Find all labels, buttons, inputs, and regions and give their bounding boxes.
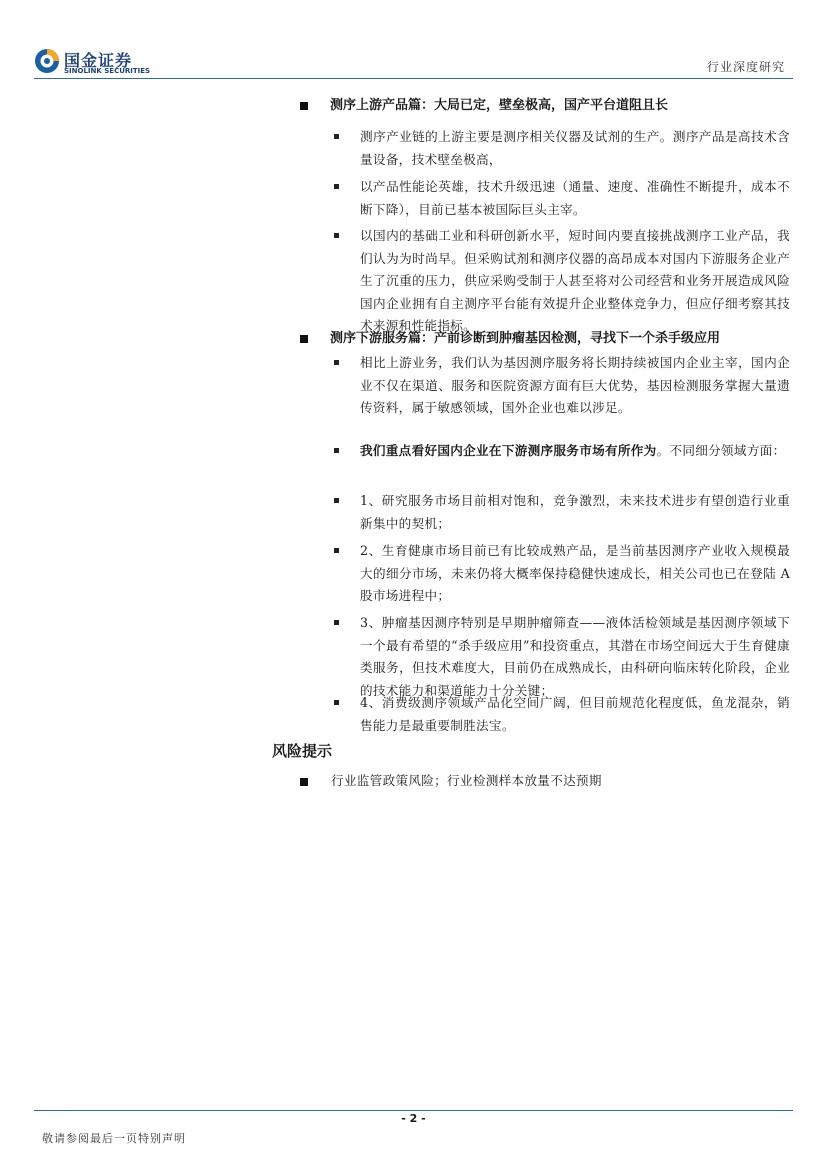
square-bullet-icon	[300, 335, 308, 343]
page-number: - 2 -	[401, 1112, 426, 1125]
report-type: 行业深度研究	[706, 60, 785, 74]
small-square-bullet-icon	[334, 620, 339, 625]
list-item-text: 2、生育健康市场目前已有比较成熟产品，是当前基因测序产业收入规模最大的细分市场，未来仍将大概率保持稳健快速成长，相关公司也已在登陆 A 股市场进程中；	[360, 543, 790, 603]
square-bullet-icon	[300, 778, 308, 786]
small-square-bullet-icon	[334, 134, 339, 139]
list-item-text: 以产品性能论英雄，技术升级迅速（通量、速度、准确性不断提升，成本不断下降），目前已基本被国际巨头主宰。	[360, 179, 790, 217]
list-item-text: 1、研究服务市场目前相对饱和，竞争激烈，未来技术进步有望创造行业重新集中的契机；	[360, 493, 790, 531]
list-item-text: 3、肿瘤基因测序特别是早期肿瘤筛查——液体活检领域是基因测序领域下一个最有希望的“杀手级应用”和投资重点，其潜在市场空间远大于生育健康类服务，但技术难度大，目前仍在成熟成长，由科研向临床转化阶段，企业的技术能力和渠道能力十分关键；	[360, 615, 790, 698]
list-item-text: 相比上游业务，我们认为基因测序服务将长期持续被国内企业主宰，国内企业不仅在渠道、服务和医院资源方面有巨大优势，基因检测服务掌握大量遗传资料，属于敏感领域，国外企业也难以涉足。	[360, 355, 790, 415]
small-square-bullet-icon	[334, 498, 339, 503]
logo-english-name: SINOLINK SECURITIES	[64, 67, 151, 75]
list-item-text: 4、消费级测序领域产品化空间广阔，但目前规范化程度低，鱼龙混杂，销售能力是最重要制胜法宝。	[360, 695, 790, 733]
emphasis-text: 我们重点看好国内企业在下游测序服务市场有所作为	[360, 443, 657, 458]
risk-text: 行业监管政策风险；行业检测样本放量不达预期	[331, 773, 602, 788]
small-square-bullet-icon	[334, 184, 339, 189]
page-header	[0, 0, 827, 80]
disclaimer-note: 敬请参阅最后一页特别声明	[42, 1132, 186, 1145]
heading-text: 测序上游产品篇：大局已定，壁垒极高，国产平台道阻且长	[330, 98, 669, 113]
company-logo	[34, 46, 164, 78]
small-square-bullet-icon	[334, 700, 339, 705]
small-square-bullet-icon	[334, 448, 339, 453]
logo-chinese-name: 国金证券	[64, 51, 133, 70]
logo-mark-icon	[34, 48, 60, 74]
header-divider	[34, 78, 793, 79]
heading-text: 测序下游服务篇：产前诊断到肿瘤基因检测，寻找下一个杀手级应用	[330, 331, 721, 346]
list-item-text	[360, 440, 790, 463]
small-square-bullet-icon	[334, 548, 339, 553]
risk-section-title: 风险提示	[272, 742, 333, 760]
small-square-bullet-icon	[334, 360, 339, 365]
footer-divider	[34, 1110, 793, 1111]
list-item-text: 测序产业链的上游主要是测序相关仪器及试剂的生产。测序产品是高技术含量设备，技术壁垒极高，	[360, 129, 790, 167]
square-bullet-icon	[300, 102, 308, 110]
list-item-text: 以国内的基础工业和科研创新水平，短时间内要直接挑战测序工业产品，我们认为为时尚早。但采购试剂和测序仪器的高昂成本对国内下游服务企业产生了沉重的压力，供应采购受制于人甚至将对公司经营和业务开展造成风险国内企业拥有自主测序平台能有效提升企业整体竞争力，但应仔细考察其技术来源和性能指标。	[360, 228, 790, 333]
plain-text: 。不同细分领域方面：	[656, 443, 786, 458]
small-square-bullet-icon	[334, 233, 339, 238]
